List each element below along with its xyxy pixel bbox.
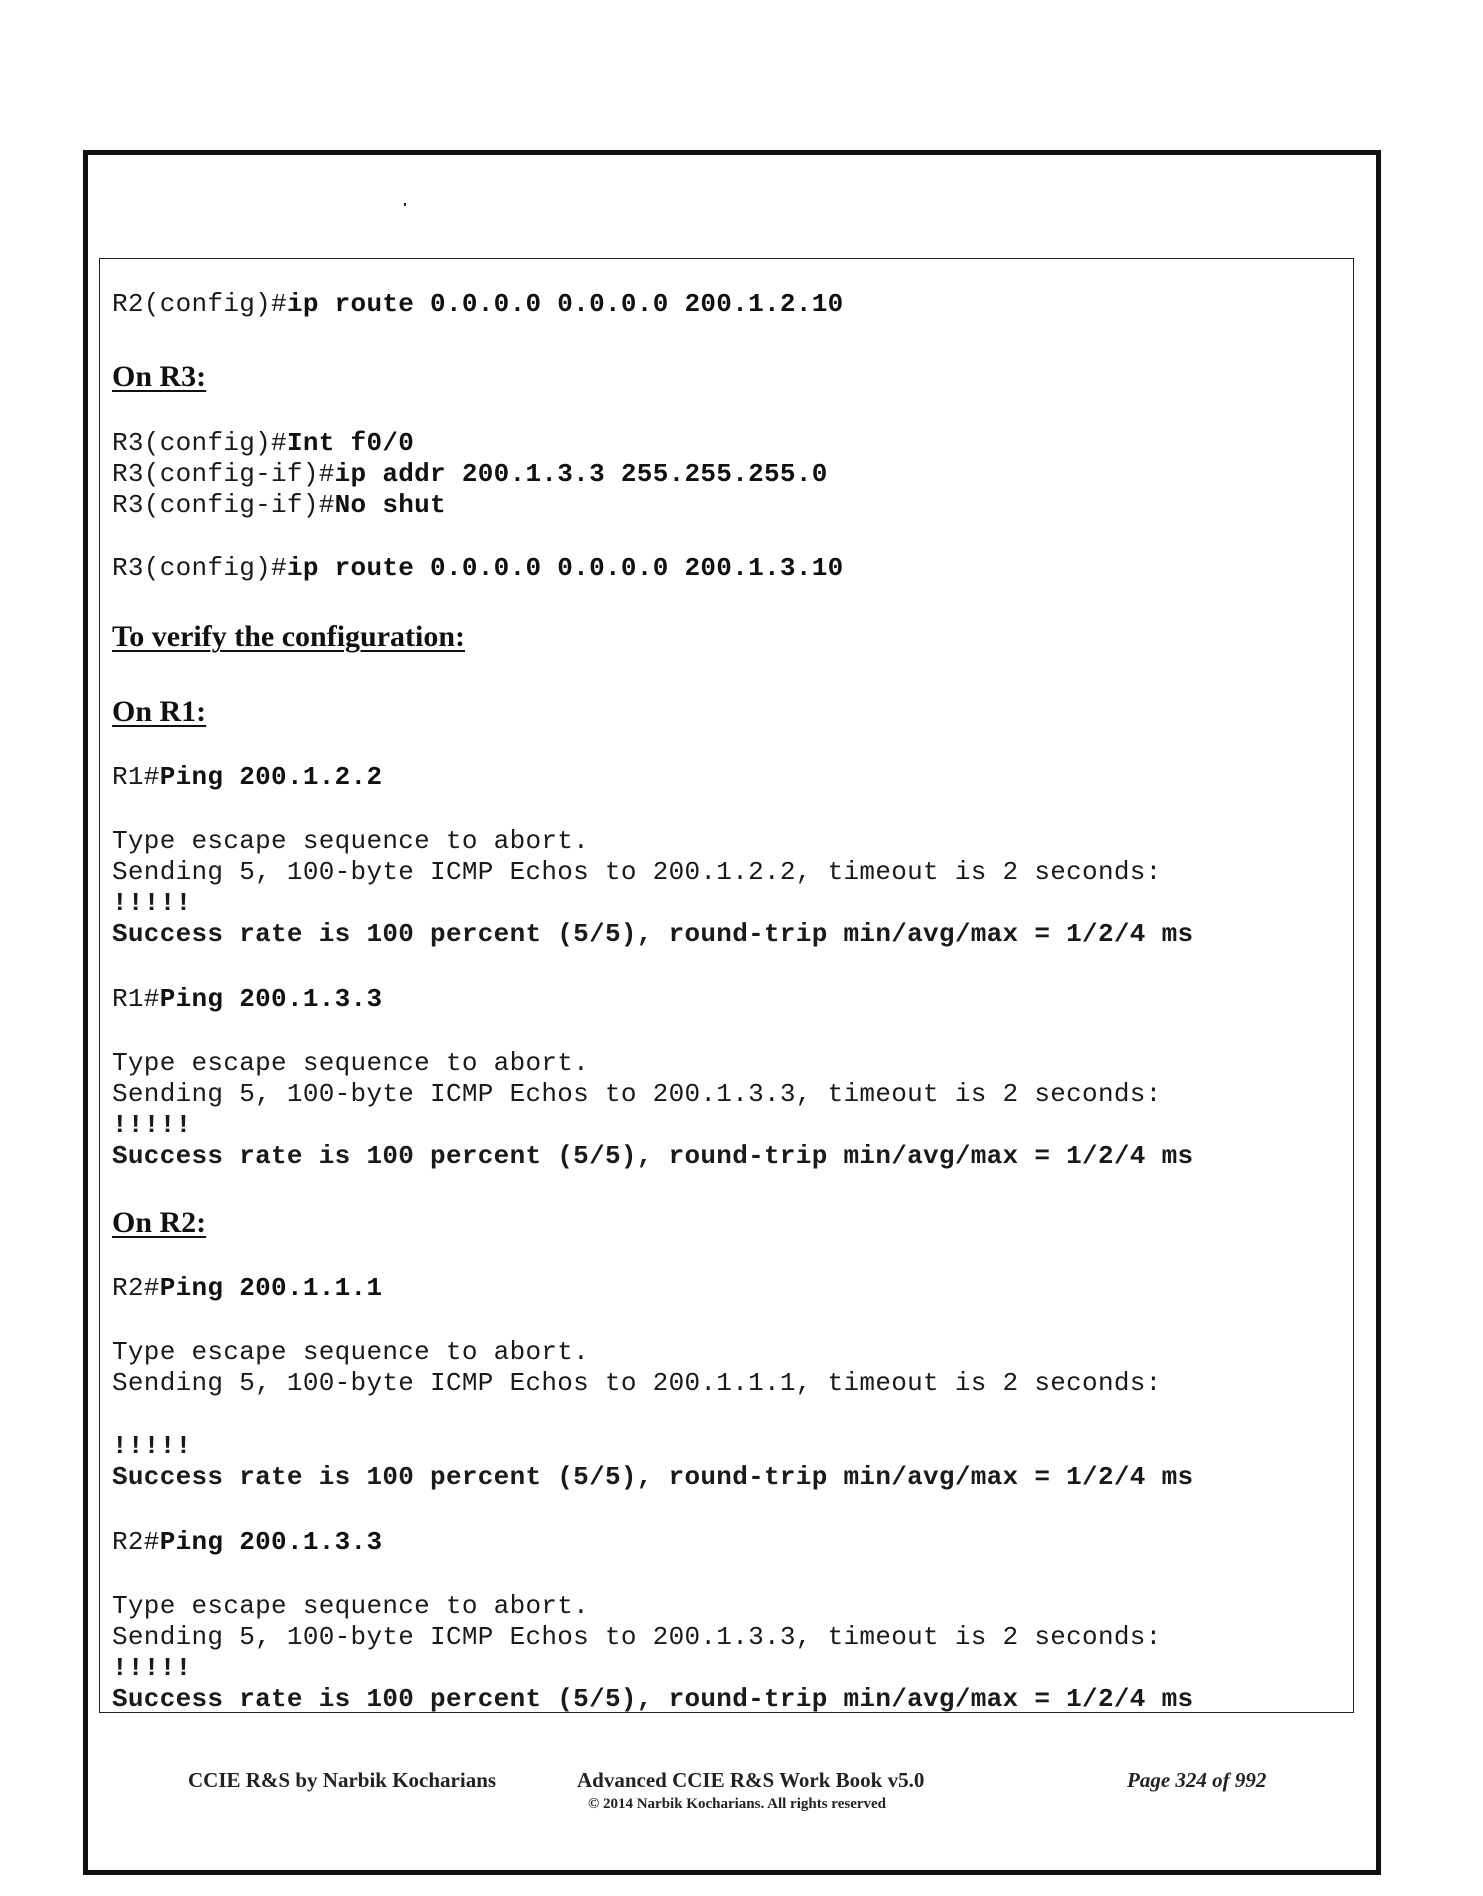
cli-line-r2-ping-200-1-3-3	[112, 1527, 382, 1558]
cli-command: ip addr 200.1.3.3 255.255.255.0	[334, 459, 828, 489]
cli-prompt: R1#	[112, 984, 160, 1014]
cli-command: ip route 0.0.0.0 0.0.0.0 200.1.3.10	[286, 553, 844, 583]
cli-prompt: R3(config-if)#	[112, 490, 335, 520]
cli-output-success: Success rate is 100 percent (5/5), round-trip min/avg/max = 1/2/4 ms	[112, 1684, 1194, 1714]
cli-output-success: Success rate is 100 percent (5/5), round-trip min/avg/max = 1/2/4 ms	[112, 1462, 1194, 1492]
cli-output-success: Success rate is 100 percent (5/5), round-trip min/avg/max = 1/2/4 ms	[112, 919, 1194, 949]
cli-line-r1-ping-200-1-2-2	[112, 762, 382, 793]
cli-line-r3-int	[112, 428, 414, 459]
section-heading-verify: To verify the configuration:	[112, 620, 466, 653]
cli-line-r1-ping-200-1-3-3	[112, 984, 382, 1015]
cli-output-escape: Type escape sequence to abort.	[112, 826, 590, 856]
cli-command: Ping 200.1.1.1	[159, 1273, 383, 1303]
cli-output-bangs: !!!!!	[112, 888, 192, 918]
cli-command: Ping 200.1.2.2	[159, 762, 383, 792]
cli-command: Ping 200.1.3.3	[159, 984, 383, 1014]
cli-output-success: Success rate is 100 percent (5/5), round-trip min/avg/max = 1/2/4 ms	[112, 1141, 1194, 1171]
cli-output-bangs: !!!!!	[112, 1653, 192, 1683]
section-heading-on-r3: On R3:	[112, 360, 207, 393]
cli-prompt: R2#	[112, 1527, 160, 1557]
cli-command: No shut	[334, 490, 446, 520]
cli-command: Ping 200.1.3.3	[159, 1527, 383, 1557]
cli-output-sending: Sending 5, 100-byte ICMP Echos to 200.1.3.3, timeout is 2 seconds:	[112, 1622, 1162, 1652]
footer-copyright: © 2014 Narbik Kocharians. All rights reserved	[588, 1796, 887, 1812]
cli-output-bangs: !!!!!	[112, 1431, 192, 1461]
cli-line-r2-ping-200-1-1-1	[112, 1273, 382, 1304]
footer-author: CCIE R&S by Narbik Kocharians	[188, 1768, 497, 1792]
cli-command: ip route 0.0.0.0 0.0.0.0 200.1.2.10	[286, 289, 844, 319]
cli-prompt: R3(config)#	[112, 428, 287, 458]
footer-page-number: Page 324 of 992	[1127, 1768, 1267, 1792]
cli-prompt: R3(config-if)#	[112, 459, 335, 489]
cli-prompt: R2#	[112, 1273, 160, 1303]
cli-output-sending: Sending 5, 100-byte ICMP Echos to 200.1.2.2, timeout is 2 seconds:	[112, 857, 1162, 887]
cli-output-sending: Sending 5, 100-byte ICMP Echos to 200.1.1.1, timeout is 2 seconds:	[112, 1368, 1162, 1398]
cli-output-sending: Sending 5, 100-byte ICMP Echos to 200.1.3.3, timeout is 2 seconds:	[112, 1079, 1162, 1109]
cli-line-r3-no-shut	[112, 490, 446, 521]
footer-book-title: Advanced CCIE R&S Work Book v5.0	[577, 1768, 925, 1792]
cli-line-r2-default-route	[112, 289, 844, 320]
cli-prompt: R3(config)#	[112, 553, 287, 583]
cli-output-escape: Type escape sequence to abort.	[112, 1337, 590, 1367]
cli-prompt: R1#	[112, 762, 160, 792]
cli-line-r3-default-route	[112, 553, 844, 584]
cli-output-escape: Type escape sequence to abort.	[112, 1048, 590, 1078]
cli-output-bangs: !!!!!	[112, 1110, 192, 1140]
cli-command: Int f0/0	[286, 428, 415, 458]
section-heading-on-r2: On R2:	[112, 1206, 207, 1239]
cli-prompt: R2(config)#	[112, 289, 287, 319]
section-heading-on-r1: On R1:	[112, 695, 207, 728]
cli-output-escape: Type escape sequence to abort.	[112, 1591, 590, 1621]
cli-line-r3-ip-addr	[112, 459, 828, 490]
scan-artifact	[404, 203, 406, 206]
